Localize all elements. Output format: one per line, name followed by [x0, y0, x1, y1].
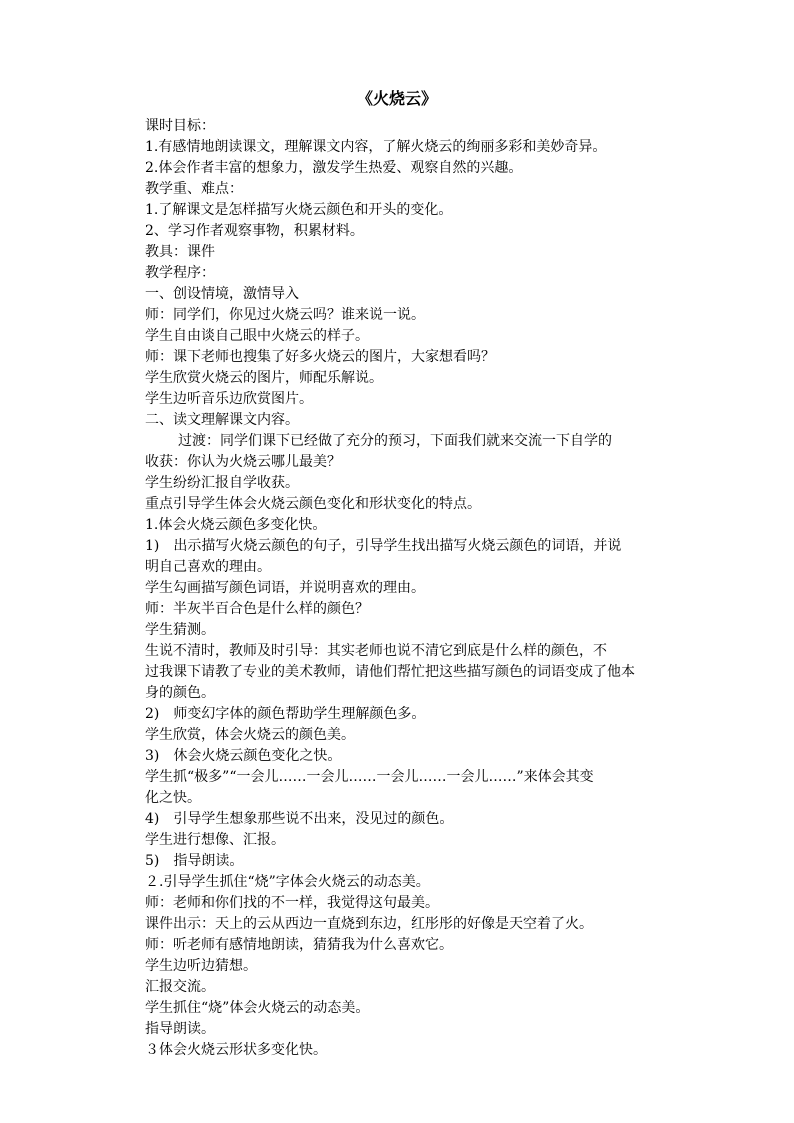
text-line: 学生猜测。	[145, 622, 215, 638]
text-line: 学生纷纷汇报自学收获。	[145, 475, 299, 491]
text-line: ２.引导学生抓住“烧”字体会火烧云的动态美。	[145, 874, 430, 890]
text-line: 学生边听音乐边欣赏图片。	[145, 391, 313, 407]
text-line: 师：同学们，你见过火烧云吗？谁来说一说。	[145, 307, 425, 323]
text-line: 师：老师和你们找的不一样，我觉得这句最美。	[145, 895, 439, 911]
text-line: 1) 出示描写火烧云颜色的句子，引导学生找出描写火烧云颜色的词语，并说	[145, 538, 622, 554]
text-line: 1.体会火烧云颜色多变化快。	[145, 517, 327, 533]
text-line: 二、读文理解课文内容。	[145, 412, 299, 428]
text-line: 2) 师变幻字体的颜色帮助学生理解颜色多。	[145, 706, 426, 722]
text-line: 师：听老师有感情地朗读，猜猜我为什么喜欢它。	[145, 937, 453, 953]
text-line: 指导朗读。	[145, 1021, 215, 1037]
text-line: 身的颜色。	[145, 685, 215, 701]
text-line: 教学程序：	[145, 265, 215, 281]
text-line: 收获：你认为火烧云哪儿最美？	[145, 454, 341, 470]
text-line: ３体会火烧云形状多变化快。	[145, 1042, 327, 1058]
text-line: 师：课下老师也搜集了好多火烧云的图片，大家想看吗？	[145, 349, 495, 365]
text-line: 生说不清时，教师及时引导：其实老师也说不清它到底是什么样的颜色，不	[145, 643, 607, 659]
text-line: 明自己喜欢的理由。	[145, 559, 271, 575]
text-line: 教学重、难点：	[145, 181, 243, 197]
text-line: 过我课下请教了专业的美术教师，请他们帮忙把这些描写颜色的词语变成了他本	[145, 664, 635, 680]
document-title: 《火烧云》	[356, 89, 437, 108]
text-line: 5) 指导朗读。	[145, 853, 244, 869]
document-body	[145, 116, 657, 1061]
text-line: 1.有感情地朗读课文，理解课文内容，了解火烧云的绚丽多彩和美妙奇异。	[145, 139, 607, 155]
text-line: 重点引导学生体会火烧云颜色变化和形状变化的特点。	[145, 496, 481, 512]
text-line: 过渡：同学们课下已经做了充分的预习，下面我们就来交流一下自学的	[178, 433, 612, 449]
text-line: 课件出示：天上的云从西边一直烧到东边，红彤彤的好像是天空着了火。	[145, 916, 593, 932]
text-line: 1.了解课文是怎样描写火烧云颜色和开头的变化。	[145, 202, 453, 218]
text-line: 学生勾画描写颜色词语，并说明喜欢的理由。	[145, 580, 425, 596]
text-line: 2、学习作者观察事物，积累材料。	[145, 223, 364, 239]
text-line: 学生欣赏，体会火烧云的颜色美。	[145, 727, 355, 743]
text-line: 课时目标：	[145, 118, 215, 134]
text-line: 师：半灰半百合色是什么样的颜色？	[145, 601, 369, 617]
text-line: 学生进行想像、汇报。	[145, 832, 285, 848]
text-line: 3) 休会火烧云颜色变化之快。	[145, 748, 342, 764]
text-line: 化之快。	[145, 790, 201, 806]
text-line: 学生抓“极多”“一会儿……一会儿……一会儿……一会儿……”来体会其变	[145, 769, 594, 785]
text-line: 学生抓住“烧”体会火烧云的动态美。	[145, 1000, 370, 1016]
text-line: 4) 引导学生想象那些说不出来，没见过的颜色。	[145, 811, 454, 827]
text-line: 学生边听边猜想。	[145, 958, 257, 974]
text-line: 一、创设情境，激情导入	[145, 286, 299, 302]
text-line: 教具：课件	[145, 244, 215, 260]
text-line: 2.体会作者丰富的想象力，激发学生热爱、观察自然的兴趣。	[145, 160, 523, 176]
text-line: 学生自由谈自己眼中火烧云的样子。	[145, 328, 369, 344]
text-line: 汇报交流。	[145, 979, 215, 995]
text-line: 学生欣赏火烧云的图片，师配乐解说。	[145, 370, 383, 386]
